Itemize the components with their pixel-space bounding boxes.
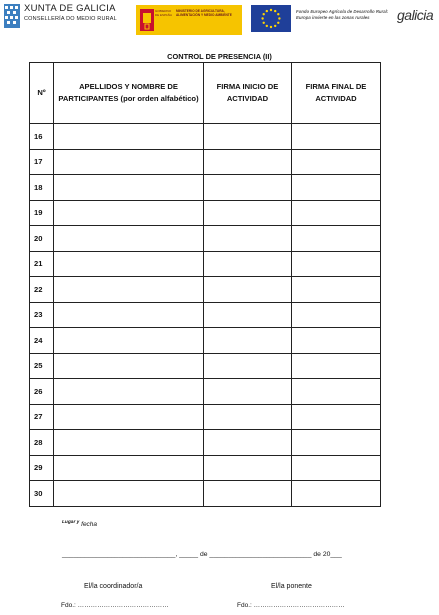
- xunta-subtitle: CONSELLERÍA DO MEDIO RURAL: [24, 15, 117, 22]
- row-number: 25: [30, 353, 54, 379]
- lugar-label: Lugar y: [62, 520, 80, 525]
- start-signature-cell[interactable]: [204, 430, 292, 456]
- feader-label: Fondo Europeo Agrícola de Desarrollo Rural: Europa invierte en las zonas rurales: [296, 9, 389, 20]
- row-number: 27: [30, 404, 54, 430]
- start-signature-cell[interactable]: [204, 404, 292, 430]
- galicia-brand: galicia: [397, 7, 434, 23]
- row-number: 17: [30, 149, 54, 175]
- row-number: 18: [30, 175, 54, 201]
- table-row: [30, 175, 381, 201]
- participant-name-cell[interactable]: [54, 404, 204, 430]
- participant-name-cell[interactable]: [54, 124, 204, 150]
- page-header: [0, 0, 439, 40]
- table-header-row: [30, 63, 381, 124]
- participant-name-cell[interactable]: [54, 379, 204, 405]
- row-number: 21: [30, 251, 54, 277]
- participant-name-cell[interactable]: [54, 226, 204, 252]
- speaker-label: El/la ponente: [271, 583, 312, 590]
- start-signature-cell[interactable]: [204, 124, 292, 150]
- gobierno-label: GOBIERNO DE ESPAÑA: [155, 9, 172, 17]
- xunta-logo: [4, 4, 117, 28]
- participant-name-cell[interactable]: [54, 302, 204, 328]
- row-number: 19: [30, 200, 54, 226]
- participant-name-cell[interactable]: [54, 149, 204, 175]
- coat-of-arms-icon: [140, 9, 154, 31]
- row-number: 20: [30, 226, 54, 252]
- end-signature-cell[interactable]: [292, 379, 381, 405]
- header-end-signature: FIRMA FINAL DE ACTIVIDAD: [292, 63, 381, 124]
- xunta-shield-icon: [4, 4, 20, 28]
- header-start-signature: FIRMA INICIO DE ACTIVIDAD: [204, 63, 292, 124]
- end-signature-cell[interactable]: [292, 175, 381, 201]
- participant-name-cell[interactable]: [54, 200, 204, 226]
- participant-name-cell[interactable]: [54, 430, 204, 456]
- table-row: [30, 481, 381, 507]
- end-signature-cell[interactable]: [292, 328, 381, 354]
- header-participant-name: APELLIDOS Y NOMBRE DE PARTICIPANTES (por orden alfabético): [54, 63, 204, 124]
- coordinator-label: El/la coordinador/a: [84, 583, 143, 590]
- place-date-label: [62, 521, 97, 528]
- start-signature-cell[interactable]: [204, 353, 292, 379]
- participant-name-cell[interactable]: [54, 353, 204, 379]
- end-signature-cell[interactable]: [292, 404, 381, 430]
- start-signature-cell[interactable]: [204, 302, 292, 328]
- table-row: [30, 353, 381, 379]
- table-row: [30, 328, 381, 354]
- coordinator-signature-line: Fdo.: ……………………………………: [61, 602, 169, 609]
- row-number: 23: [30, 302, 54, 328]
- end-signature-cell[interactable]: [292, 200, 381, 226]
- fecha-label: fecha: [81, 521, 98, 528]
- end-signature-cell[interactable]: [292, 430, 381, 456]
- start-signature-cell[interactable]: [204, 455, 292, 481]
- row-number: 16: [30, 124, 54, 150]
- table-row: [30, 124, 381, 150]
- table-row: [30, 149, 381, 175]
- speaker-signature-line: Fdo.: ……………………………………: [237, 602, 345, 609]
- table-row: [30, 277, 381, 303]
- start-signature-cell[interactable]: [204, 226, 292, 252]
- ministry-label: MINISTERIO DE AGRICULTURA, ALIMENTACIÓN Y MEDIO AMBIENTE: [176, 9, 232, 17]
- participant-name-cell[interactable]: [54, 277, 204, 303]
- government-logo: [136, 5, 242, 35]
- row-number: 30: [30, 481, 54, 507]
- xunta-title: XUNTA DE GALICIA: [24, 3, 116, 14]
- end-signature-cell[interactable]: [292, 226, 381, 252]
- end-signature-cell[interactable]: [292, 149, 381, 175]
- document-title: CONTROL DE PRESENCIA (II): [167, 52, 272, 61]
- start-signature-cell[interactable]: [204, 149, 292, 175]
- participant-name-cell[interactable]: [54, 455, 204, 481]
- row-number: 22: [30, 277, 54, 303]
- end-signature-cell[interactable]: [292, 251, 381, 277]
- header-number: Nº: [30, 63, 54, 124]
- participant-name-cell[interactable]: [54, 251, 204, 277]
- table-row: [30, 404, 381, 430]
- end-signature-cell[interactable]: [292, 277, 381, 303]
- participant-name-cell[interactable]: [54, 328, 204, 354]
- row-number: 28: [30, 430, 54, 456]
- participant-name-cell[interactable]: [54, 481, 204, 507]
- row-number: 24: [30, 328, 54, 354]
- start-signature-cell[interactable]: [204, 251, 292, 277]
- eu-flag-icon: [251, 5, 291, 32]
- start-signature-cell[interactable]: [204, 481, 292, 507]
- table-row: [30, 200, 381, 226]
- end-signature-cell[interactable]: [292, 455, 381, 481]
- start-signature-cell[interactable]: [204, 379, 292, 405]
- end-signature-cell[interactable]: [292, 124, 381, 150]
- table-row: [30, 302, 381, 328]
- end-signature-cell[interactable]: [292, 302, 381, 328]
- end-signature-cell[interactable]: [292, 481, 381, 507]
- end-signature-cell[interactable]: [292, 353, 381, 379]
- start-signature-cell[interactable]: [204, 175, 292, 201]
- table-row: [30, 430, 381, 456]
- row-number: 29: [30, 455, 54, 481]
- date-line: ______________________________, _____ de ___________________________ de 20___: [62, 551, 342, 558]
- table-row: [30, 455, 381, 481]
- row-number: 26: [30, 379, 54, 405]
- attendance-table: [29, 62, 381, 507]
- start-signature-cell[interactable]: [204, 277, 292, 303]
- table-row: [30, 226, 381, 252]
- table-row: [30, 379, 381, 405]
- start-signature-cell[interactable]: [204, 200, 292, 226]
- start-signature-cell[interactable]: [204, 328, 292, 354]
- table-row: [30, 251, 381, 277]
- participant-name-cell[interactable]: [54, 175, 204, 201]
